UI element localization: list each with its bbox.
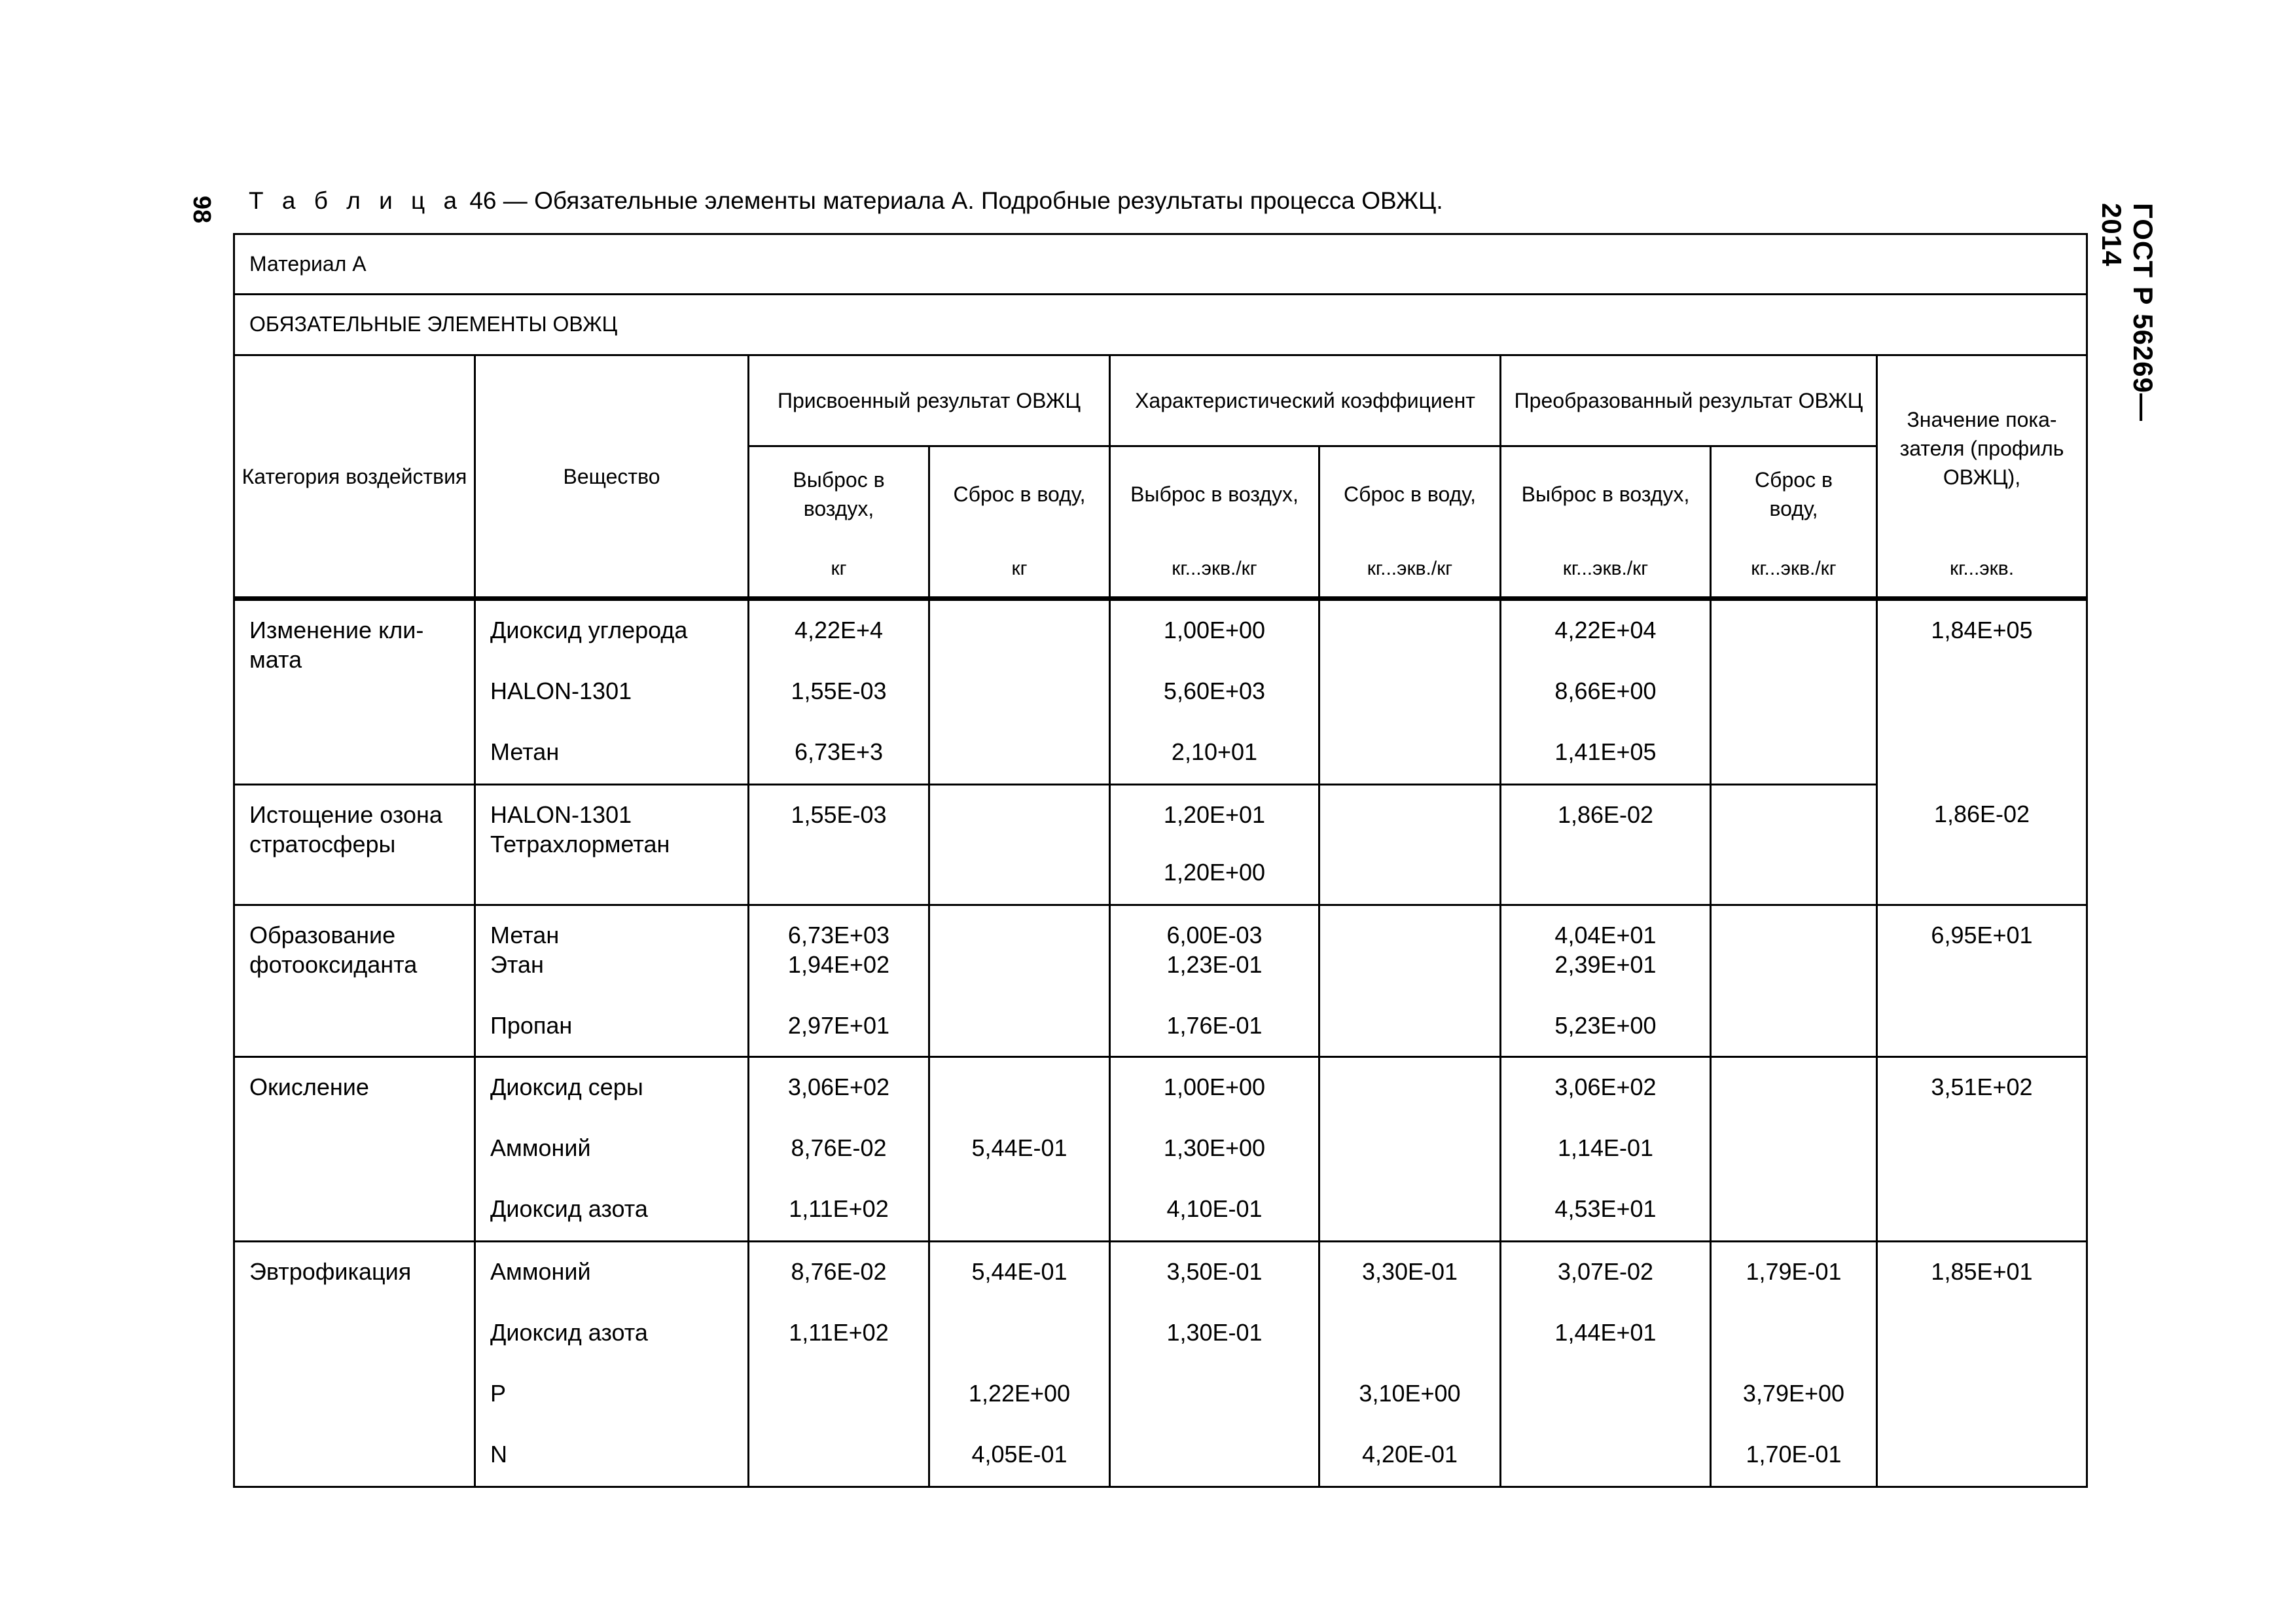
char-air-cell	[1110, 785, 1319, 905]
value-line	[749, 1364, 928, 1425]
standard-designation: ГОСТ Р 56269—2014	[2096, 203, 2159, 422]
value-line: 4,20E-01	[1361, 1441, 1458, 1468]
char-air-cell	[1110, 905, 1319, 1057]
assigned-air-cell	[749, 785, 929, 905]
value-line	[1320, 1303, 1499, 1364]
header-char-air-label: Выброс в воздух,	[1130, 482, 1299, 506]
substance-line: Этан	[490, 951, 544, 978]
substance-cell	[475, 599, 749, 785]
table-caption	[249, 187, 1443, 215]
header-assigned-air	[749, 446, 929, 541]
trans-water-cell	[1711, 599, 1877, 785]
indicator-cell	[1877, 905, 2087, 1057]
header-assigned-group-label: Присвоенный результат ОВЖЦ	[777, 388, 1081, 412]
header-char-group	[1110, 355, 1501, 446]
substance-line: Диоксид серы	[490, 1074, 643, 1100]
indicator-value: 1,84E+05	[1931, 617, 2033, 643]
value-line: 1,79E-01	[1746, 1258, 1842, 1285]
value-line: 1,11E+02	[789, 1195, 889, 1222]
substance-line: Диоксид азота	[490, 1195, 648, 1222]
trans-water-cell	[1711, 1242, 1877, 1487]
substance-line: Аммоний	[490, 1258, 591, 1285]
value-line: 1,55E-03	[791, 677, 887, 704]
value-line: 2,97E+01	[787, 1012, 890, 1039]
trans-air-cell	[1501, 785, 1711, 905]
substance-cell	[475, 1242, 749, 1487]
header-char-water	[1319, 446, 1501, 541]
assigned-water-cell	[929, 905, 1110, 1057]
indicator-cell	[1877, 1242, 2087, 1487]
header-char-group-label: Характеристический коэффициент	[1135, 388, 1475, 412]
char-air-cell	[1110, 1242, 1319, 1487]
value-line: 6,00E-03	[1166, 922, 1263, 948]
assigned-water-cell	[929, 1057, 1110, 1242]
header-category-label: Категория воздействия	[242, 464, 467, 488]
unit-char-water: кг...экв./кг	[1319, 541, 1501, 598]
indicator-value: 1,85E+01	[1931, 1258, 2033, 1285]
results-table	[233, 233, 2088, 1488]
substance-line: Аммоний	[490, 1134, 591, 1161]
value-line	[1501, 1364, 1710, 1425]
value-line: 3,06E+02	[1554, 1074, 1657, 1100]
assigned-air-cell	[749, 1057, 929, 1242]
category-cell: Изменение кли-мата	[234, 599, 475, 785]
trans-air-cell	[1501, 599, 1711, 785]
caption-text: 46 — Обязательные элементы материала А. Подробные результаты процесса ОВЖЦ.	[469, 187, 1443, 214]
unit-indicator: кг...экв.	[1877, 541, 2087, 598]
substance-line: P	[490, 1380, 507, 1407]
substance-line: Метан	[490, 738, 560, 765]
header-substance-label: Вещество	[563, 464, 660, 488]
value-line: 3,79E+00	[1742, 1380, 1845, 1407]
header-indicator-label: Значение пока-зателя (профиль ОВЖЦ),	[1899, 408, 2064, 490]
value-line: 5,44E-01	[971, 1258, 1067, 1285]
unit-trans-air: кг...экв./кг	[1501, 541, 1711, 598]
value-line: 4,10E-01	[1166, 1195, 1263, 1222]
substance-line: Диоксид азота	[490, 1319, 648, 1346]
assigned-water-cell	[929, 1242, 1110, 1487]
category-cell: Окисление	[234, 1057, 475, 1242]
value-line: 6,73E+3	[794, 738, 884, 765]
header-char-air	[1110, 446, 1319, 541]
value-line: 1,94E+02	[787, 951, 890, 978]
header-transformed-group-label: Преобразованный результат ОВЖЦ	[1514, 388, 1863, 412]
value-line: 1,23E-01	[1166, 951, 1263, 978]
indicator-cell	[1877, 1057, 2087, 1242]
value-line: 4,22E+4	[794, 617, 884, 643]
trans-water-cell	[1711, 1057, 1877, 1242]
value-line	[930, 1180, 1109, 1240]
value-line: 1,14E-01	[1557, 1134, 1654, 1161]
header-trans-water-label: Сброс в воду,	[1755, 467, 1833, 520]
value-line: 2,39E+01	[1554, 951, 1657, 978]
category-cell: Истощение озона стратосферы	[234, 785, 475, 905]
value-line	[1111, 1364, 1318, 1425]
value-line: 6,73E+03	[787, 922, 890, 948]
char-water-cell	[1319, 1057, 1501, 1242]
value-line: 1,41E+05	[1554, 738, 1657, 765]
assigned-air-cell	[749, 1242, 929, 1487]
value-line: 3,50E-01	[1166, 1258, 1263, 1285]
header-char-water-label: Сброс в воду,	[1344, 482, 1476, 506]
char-water-cell	[1319, 1242, 1501, 1487]
header-category	[234, 355, 475, 599]
header-trans-air-label: Выброс в воздух,	[1521, 482, 1690, 506]
assigned-air-cell	[749, 599, 929, 785]
category-cell: Образование фотооксиданта	[234, 905, 475, 1057]
value-line	[749, 1425, 928, 1486]
trans-water-cell	[1711, 785, 1877, 905]
substance-cell	[475, 1057, 749, 1242]
value-line	[1712, 1303, 1876, 1364]
header-assigned-group	[749, 355, 1110, 446]
header-assigned-water-label: Сброс в воду,	[953, 482, 1086, 506]
indicator-cell	[1877, 785, 2087, 905]
unit-char-air: кг...экв./кг	[1110, 541, 1319, 598]
mandatory-elements-row: ОБЯЗАТЕЛЬНЫЕ ЭЛЕМЕНТЫ ОВЖЦ	[234, 295, 2087, 355]
value-line: 1,20E+00	[1163, 859, 1266, 886]
value-line	[1501, 1425, 1710, 1486]
material-row: Материал А	[234, 234, 2087, 295]
assigned-air-cell	[749, 905, 929, 1057]
indicator-value: 3,51E+02	[1931, 1074, 2033, 1100]
trans-air-cell	[1501, 905, 1711, 1057]
value-line: 4,05E-01	[971, 1441, 1067, 1468]
header-indicator	[1877, 355, 2087, 541]
char-air-cell	[1110, 599, 1319, 785]
value-line: 8,76E-02	[791, 1134, 887, 1161]
substance-line: Метан	[490, 922, 560, 948]
substance-line: N	[490, 1441, 507, 1468]
value-line: 5,44E-01	[971, 1134, 1067, 1161]
value-line: 1,70E-01	[1746, 1441, 1842, 1468]
unit-assigned-water: кг	[929, 541, 1110, 598]
substance-line: Диоксид углерода	[490, 617, 688, 643]
value-line: 5,60E+03	[1163, 677, 1266, 704]
category-cell: Эвтрофикация	[234, 1242, 475, 1487]
assigned-water-cell	[929, 785, 1110, 905]
unit-assigned-air: кг	[749, 541, 929, 598]
header-substance	[475, 355, 749, 599]
caption-prefix: Т а б л и ц а	[249, 187, 463, 214]
char-air-cell	[1110, 1057, 1319, 1242]
value-line: 8,76E-02	[791, 1258, 887, 1285]
trans-water-cell	[1711, 905, 1877, 1057]
header-trans-air	[1501, 446, 1711, 541]
value-line: 4,53E+01	[1554, 1195, 1657, 1222]
indicator-value: 6,95E+01	[1931, 922, 2033, 948]
value-line: 3,07E-02	[1557, 1258, 1654, 1285]
value-line: 1,00E+00	[1163, 1074, 1266, 1100]
value-line: 8,66E+00	[1554, 677, 1657, 704]
value-line	[930, 1058, 1109, 1119]
substance-line: Тетрахлорметан	[490, 831, 670, 857]
value-line	[930, 1303, 1109, 1364]
header-assigned-water	[929, 446, 1110, 541]
value-line	[1111, 1425, 1318, 1486]
value-line: 4,04E+01	[1554, 922, 1657, 948]
assigned-water-cell	[929, 599, 1110, 785]
value-line: 1,30E+00	[1163, 1134, 1266, 1161]
value-line: 1,30E-01	[1166, 1319, 1263, 1346]
trans-air-cell	[1501, 1242, 1711, 1487]
header-trans-water	[1711, 446, 1877, 541]
value-line: 1,55E-03	[791, 801, 887, 828]
char-water-cell	[1319, 905, 1501, 1057]
value-line: 5,23E+00	[1554, 1012, 1657, 1039]
value-line: 3,10E+00	[1359, 1380, 1461, 1407]
indicator-value: 1,86E-02	[1933, 800, 2030, 827]
value-line: 1,11E+02	[789, 1319, 889, 1346]
header-transformed-group	[1501, 355, 1877, 446]
substance-line: HALON-1301	[490, 677, 632, 704]
value-line: 1,44E+01	[1554, 1319, 1657, 1346]
value-line: 3,06E+02	[787, 1074, 890, 1100]
value-line: 1,20E+01	[1163, 801, 1266, 828]
page-number: 98	[188, 195, 216, 224]
substance-cell	[475, 905, 749, 1057]
value-line: 1,76E-01	[1166, 1012, 1263, 1039]
value-line: 4,22E+04	[1554, 617, 1657, 643]
value-line: 1,86E-02	[1557, 801, 1654, 828]
indicator-cell	[1877, 599, 2087, 785]
substance-line: HALON-1301	[490, 801, 632, 828]
value-line: 1,22E+00	[968, 1380, 1071, 1407]
value-line: 1,00E+00	[1163, 617, 1266, 643]
char-water-cell	[1319, 599, 1501, 785]
char-water-cell	[1319, 785, 1501, 905]
unit-trans-water: кг...экв./кг	[1711, 541, 1877, 598]
value-line: 2,10+01	[1171, 738, 1258, 765]
value-line: 3,30E-01	[1361, 1258, 1458, 1285]
substance-cell	[475, 785, 749, 905]
header-assigned-air-label: Выброс в воздух,	[793, 467, 885, 520]
trans-air-cell	[1501, 1057, 1711, 1242]
substance-line: Пропан	[490, 1012, 573, 1039]
